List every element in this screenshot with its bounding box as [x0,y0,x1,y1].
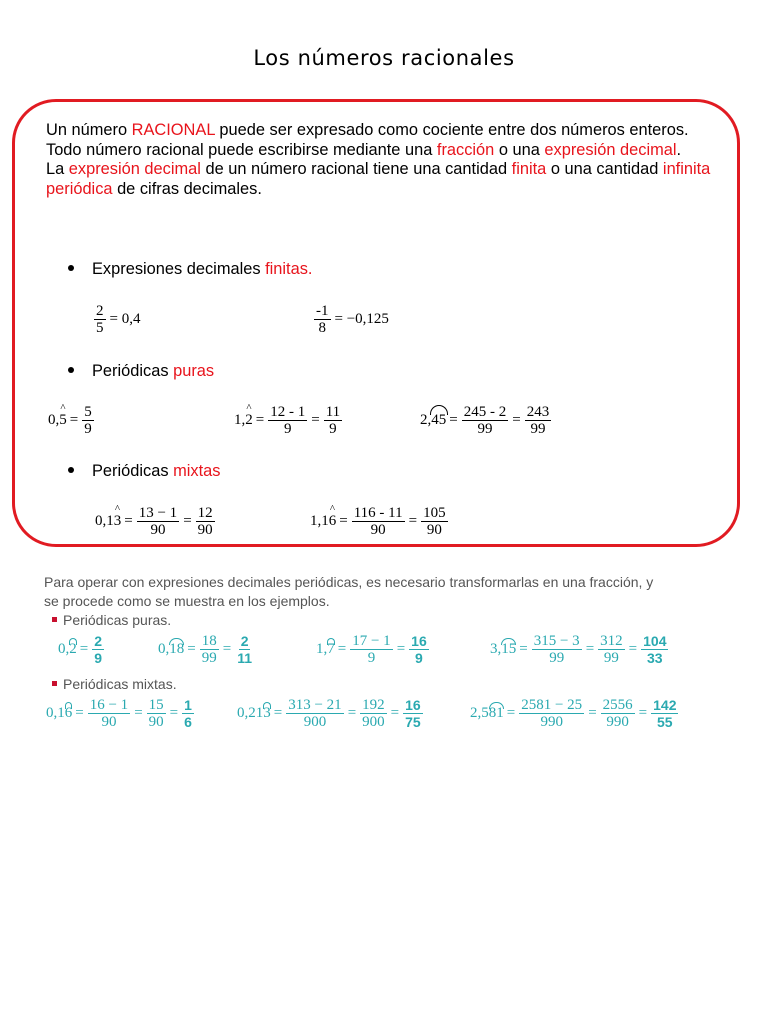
text: Periódicas mixtas. [63,676,177,692]
fraction [136,505,180,538]
denominator: 99 [201,650,217,666]
bullet-dot [68,265,74,271]
fraction [313,303,332,336]
numerator: 245 - 2 [463,404,507,420]
numerator: 312 [600,633,623,649]
denominator: 90 [426,522,442,538]
book-mixed-3: 2,581 = $\frac{2581 - 25}{990}$ = $\frac{2556}{990}$ = $\frac{142}{55}$ [470,697,679,730]
denominator: 55 [657,714,673,730]
numerator: 15 [148,697,164,713]
bullet-finitas [68,260,312,279]
period-arc-icon [430,405,448,415]
numerator: 17 − 1 [352,633,391,649]
bullet-dot [68,467,74,473]
bullet-highlight: puras [173,362,215,380]
bullet-text: Periódicas [92,462,174,480]
denominator: 9 [415,650,423,666]
book-paragraph [44,573,724,611]
highlight: expresión decimal [544,140,677,159]
text: de cifras decimales. [112,179,262,198]
text: de un número racional tiene una cantidad [200,160,512,179]
numerator: 12 - 1 [270,404,306,420]
denominator: 900 [362,714,385,730]
numerator: 315 − 3 [533,633,580,649]
fraction [640,633,669,666]
denominator: 9 [84,421,92,437]
highlight: finita [511,160,547,179]
example-pure-1: 0,^ 5 = $\frac{5}{9}$ [48,404,95,437]
fraction [408,633,430,666]
bullet-text: Periódicas [92,362,174,380]
numerator: 16 [411,633,427,649]
fraction [359,697,388,730]
text: Periódicas puras. [63,612,172,628]
highlight: expresión decimal [68,160,201,179]
period: 81 [488,705,504,721]
period: 7 [327,641,335,657]
numerator: 18 [201,633,217,649]
intro-text [46,121,726,199]
numerator: 116 - 11 [353,505,403,521]
fraction [146,697,167,730]
integer-part: 0, [48,412,60,428]
denominator: 99 [477,421,493,437]
numerator: 2 [94,633,103,649]
denominator: 90 [197,522,213,538]
period: 45 [431,412,447,428]
fraction [81,404,95,437]
bullet-puras [68,362,214,381]
fraction [195,505,216,538]
example-pure-3: 2, 45 = $\frac{245 - 2}{99}$ = $\frac{243}{99}$ [420,404,552,437]
denominator: 9 [367,650,376,666]
denominator: 90 [370,522,386,538]
square-bullet-icon [52,617,57,622]
numerator: 1 [184,697,192,713]
denominator: 9 [329,421,337,437]
denominator: 90 [101,714,117,730]
highlight: fracción [436,140,495,159]
numerator: 192 [362,697,385,713]
integer-part: 1, [234,412,246,428]
decimal [95,513,121,530]
numerator: 142 [653,697,677,713]
book-pure-3: 1,7 = $\frac{17 - 1}{9}$ = $\frac{16}{9}$ [316,633,430,666]
book-pure-2: 0,18 = $\frac{18}{99}$ = $\frac{2}{11}$ [158,633,255,666]
period: 6 [64,705,73,721]
example-finite-1 [93,303,140,336]
denominator: 75 [405,714,421,730]
denominator: 99 [530,421,546,437]
text: Un número [46,121,132,139]
book-pure-4: 3,15 = $\frac{315 - 3}{99}$ = $\frac{312}{99}$ = $\frac{104}{33}$ [490,633,669,666]
period: ^ 6 [329,513,337,529]
numerator: 16 [405,697,421,713]
fraction [420,505,449,538]
fraction [531,633,583,666]
fraction [524,404,553,437]
denominator: 11 [237,650,252,666]
highlight: RACIONAL [131,121,215,139]
example-mixed-1: 0,1^ 3 = $\frac{13 - 1}{90}$ = $\frac{12}{90}$ [95,505,216,538]
fraction [461,404,510,437]
fraction [91,633,105,666]
result: = −0,125 [334,311,389,327]
fraction [600,697,636,730]
fraction [87,697,131,730]
text: Para operar con expresiones decimales periódicas, es necesario transformarlas en una fracción, y [44,574,654,590]
integer-part: 0,1 [46,705,65,721]
text: . [676,140,682,159]
denominator: 8 [318,320,326,336]
fraction [650,697,679,730]
square-bullet-icon [52,681,57,686]
numerator: 11 [325,404,341,420]
decimal [310,513,336,530]
text: puede ser expresado como cociente entre dos números enteros. [214,121,689,139]
period: 18 [169,641,185,657]
numerator: 2 [240,633,249,649]
integer-part: 2, [420,412,432,428]
text: La [46,160,69,179]
period: ^ 2 [245,412,253,428]
numerator: -1 [316,303,329,319]
integer-part: 1,1 [310,513,329,529]
denominator: 90 [148,714,164,730]
fraction [323,404,343,437]
bullet-mixtas [68,462,220,481]
decimal [420,412,446,429]
bullet-dot [68,367,74,373]
denominator: 9 [94,650,103,666]
example-finite-2 [313,303,389,336]
fraction [285,697,344,730]
fraction [349,633,393,666]
numerator: 105 [423,505,446,521]
text: o una cantidad [546,160,663,179]
book-label-puras [52,612,732,628]
denominator: 5 [96,320,104,336]
denominator: 99 [603,650,619,666]
integer-part: 0,21 [237,705,264,721]
numerator: 2556 [602,697,633,713]
denominator: 990 [606,714,629,730]
book-label-mixtas [52,676,732,692]
fraction [597,633,626,666]
period: 3 [263,705,271,721]
fraction [267,404,308,437]
denominator: 990 [540,714,563,730]
decimal [234,412,253,429]
numerator: 2 [96,303,104,319]
text: se procede como se muestra en los ejemplos. [44,593,330,609]
period: 15 [501,641,517,657]
denominator: 9 [283,421,292,437]
fraction [234,633,255,666]
fraction [93,303,107,336]
period: ^ 3 [114,513,122,529]
numerator: 313 − 21 [288,697,342,713]
integer-part: 0, [58,641,70,657]
integer-part: 0,1 [95,513,114,529]
integer-part: 2,5 [470,705,489,721]
numerator: 13 − 1 [138,505,178,521]
integer-part: 1, [316,641,328,657]
page-title: Los números racionales [253,46,515,70]
example-mixed-2: 1,1^ 6 = $\frac{116 - 11}{90}$ = $\frac{105}{90}$ [310,505,449,538]
numerator: 104 [643,633,667,649]
book-pure-1: 0,2 = $\frac{2}{9}$ [58,633,105,666]
highlight: infinita periódica [46,160,711,198]
fraction [402,697,424,730]
bullet-highlight: finitas. [265,260,313,278]
denominator: 99 [549,650,565,666]
text: Todo número racional puede escribirse mediante una [46,140,437,159]
fraction [518,697,585,730]
book-mixed-1: 0,16 = $\frac{16 - 1}{90}$ = $\frac{15}{90}$ = $\frac{1}{6}$ [46,697,195,730]
numerator: 5 [84,404,92,420]
fraction [181,697,195,730]
denominator: 90 [150,522,166,538]
bullet-text: Expresiones decimales [92,260,266,278]
period: 2 [69,641,77,657]
integer-part: 0, [158,641,170,657]
text: o una [494,140,545,159]
numerator: 2581 − 25 [521,697,583,713]
fraction [351,505,406,538]
bullet-highlight: mixtas [173,462,221,480]
denominator: 33 [647,650,663,666]
numerator: 243 [526,404,550,420]
book-mixed-2: 0,213 = $\frac{313 - 21}{900}$ = $\frac{192}{900}$ = $\frac{16}{75}$ [237,697,424,730]
numerator: 16 − 1 [89,697,129,713]
denominator: 6 [184,714,192,730]
integer-part: 3, [490,641,502,657]
decimal [48,412,67,429]
example-pure-2: 1,^ 2 = $\frac{12 - 1}{9}$ = $\frac{11}{9}$ [234,404,343,437]
denominator: 900 [303,714,327,730]
numerator: 12 [197,505,213,521]
result: = 0,4 [109,311,141,327]
period: ^ 5 [59,412,67,428]
fraction [199,633,220,666]
